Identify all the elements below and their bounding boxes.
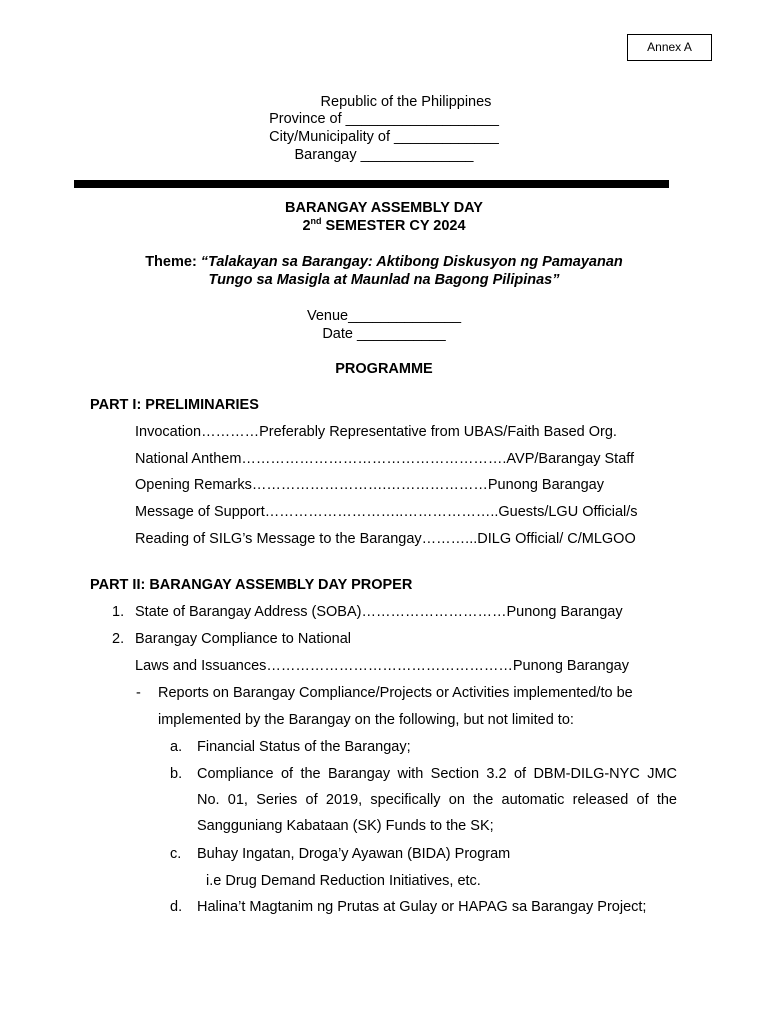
- part2-item1-number: 1.: [112, 604, 125, 620]
- part1-item-support: Message of Support………………………..………………..Guests/LGU Official/s: [135, 504, 638, 520]
- sub-b-label: b.: [170, 766, 183, 782]
- theme-line-1: Theme: “Talakayan sa Barangay: Aktibong Diskusyon ng Pamayanan: [145, 254, 623, 270]
- sub-a-label: a.: [170, 739, 183, 755]
- header-province: Province of ___________________: [269, 111, 499, 127]
- part2-item-compliance-line1: Barangay Compliance to National: [135, 631, 352, 647]
- annex-label: Annex A: [627, 34, 712, 61]
- date-field: Date ___________: [322, 326, 446, 342]
- theme-line-2: Tungo sa Masigla at Maunlad na Bagong Pilipinas”: [208, 272, 560, 288]
- venue-field: Venue______________: [306, 308, 462, 324]
- title-assembly-day: BARANGAY ASSEMBLY DAY: [285, 200, 483, 216]
- header-barangay: Barangay ______________: [294, 147, 474, 163]
- part1-item-opening: Opening Remarks……………………….…………………Punong Barangay: [135, 477, 604, 493]
- sub-b-line-2: No. 01, Series of 2019, specifically on the automatic released of the: [197, 792, 677, 808]
- programme-heading: PROGRAMME: [335, 361, 433, 377]
- sub-a-text: Financial Status of the Barangay;: [197, 739, 411, 755]
- sub-c-label: c.: [170, 846, 182, 862]
- part2-heading: PART II: BARANGAY ASSEMBLY DAY PROPER: [90, 577, 413, 593]
- title-semester: 2nd SEMESTER CY 2024: [302, 216, 466, 234]
- part1-heading: PART I: PRELIMINARIES: [90, 397, 259, 413]
- header-divider: [74, 180, 669, 188]
- sub-d-text: Halina’t Magtanim ng Prutas at Gulay or HAPAG sa Barangay Project;: [197, 899, 647, 915]
- sub-c-line-2: i.e Drug Demand Reduction Initiatives, etc.: [206, 873, 481, 889]
- sub-d-label: d.: [170, 899, 183, 915]
- header-city: City/Municipality of _____________: [269, 129, 499, 145]
- sub-c-line-1: Buhay Ingatan, Droga’y Ayawan (BIDA) Program: [197, 846, 511, 862]
- part2-item-soba: State of Barangay Address (SOBA)…………………………Punong Barangay: [135, 604, 623, 620]
- sub-b-line-3: Sangguniang Kabataan (SK) Funds to the SK;: [197, 818, 494, 834]
- header-republic: Republic of the Philippines: [320, 94, 492, 110]
- part2-item-compliance-line2: Laws and Issuances……………………………………………Punong Barangay: [135, 658, 629, 674]
- part1-item-anthem: National Anthem……………………………………………….AVP/Barangay Staff: [135, 451, 635, 467]
- part1-item-invocation: Invocation…………Preferably Representative from UBAS/Faith Based Org.: [135, 424, 617, 440]
- reports-line-1: Reports on Barangay Compliance/Projects or Activities implemented/to be: [158, 685, 633, 701]
- part1-item-silg: Reading of SILG’s Message to the Barangay………...DILG Official/ C/MLGOO: [135, 531, 636, 547]
- reports-dash: -: [136, 685, 141, 701]
- reports-line-2: implemented by the Barangay on the following, but not limited to:: [158, 712, 574, 728]
- sub-b-line-1: Compliance of the Barangay with Section 3.2 of DBM-DILG-NYC JMC: [197, 766, 677, 782]
- part2-item2-number: 2.: [112, 631, 125, 647]
